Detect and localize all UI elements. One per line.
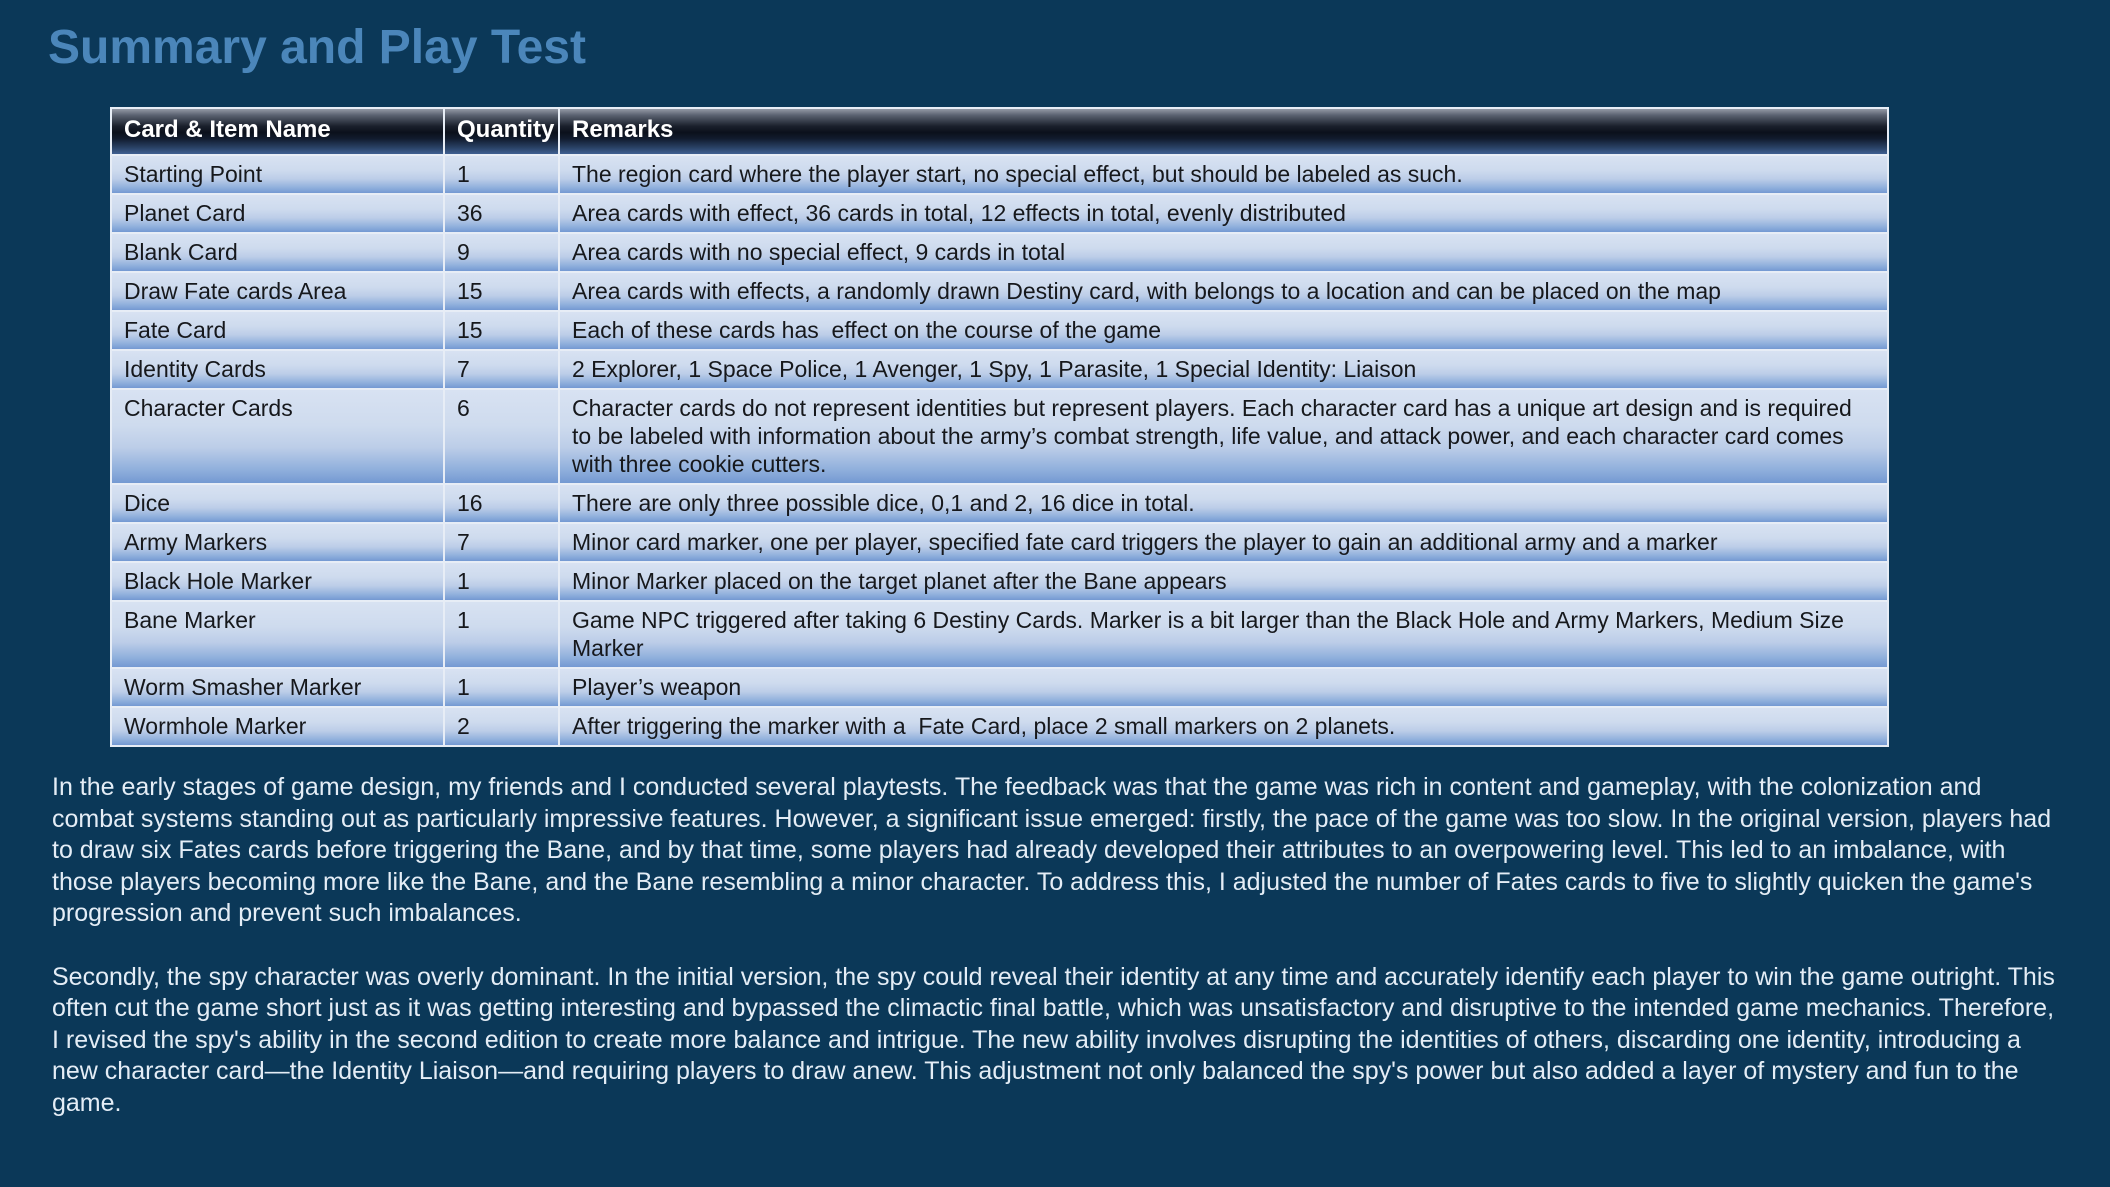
cell-quantity: 7 (444, 523, 559, 562)
cell-remarks: Minor Marker placed on the target planet after the Bane appears (559, 562, 1888, 601)
cell-remarks: Character cards do not represent identities but represent players. Each character card has a unique art design and is required to be labeled with information about the army’s combat strength, life value, and attack power, and each character card comes with three cookie cutters. (559, 389, 1888, 484)
cell-remarks: 2 Explorer, 1 Space Police, 1 Avenger, 1 Spy, 1 Parasite, 1 Special Identity: Liaison (559, 350, 1888, 389)
cell-card-item-name: Character Cards (111, 389, 444, 484)
cell-remarks: The region card where the player start, no special effect, but should be labeled as such. (559, 155, 1888, 194)
cell-quantity: 15 (444, 311, 559, 350)
cell-quantity: 9 (444, 233, 559, 272)
cell-card-item-name: Identity Cards (111, 350, 444, 389)
cell-quantity: 16 (444, 484, 559, 523)
table-row (111, 601, 1888, 668)
cell-card-item-name: Fate Card (111, 311, 444, 350)
cell-card-item-name: Starting Point (111, 155, 444, 194)
cell-remarks: Game NPC triggered after taking 6 Destiny Cards. Marker is a bit larger than the Black Hole and Army Markers, Medium Size Marker (559, 601, 1888, 668)
cell-quantity: 1 (444, 601, 559, 668)
cell-quantity: 36 (444, 194, 559, 233)
column-header-quantity: Quantity (444, 108, 559, 155)
table-row (111, 233, 1888, 272)
cell-quantity: 2 (444, 707, 559, 746)
column-header-remarks: Remarks (559, 108, 1888, 155)
cell-quantity: 1 (444, 562, 559, 601)
cell-remarks: Area cards with no special effect, 9 cards in total (559, 233, 1888, 272)
table-row (111, 311, 1888, 350)
cell-card-item-name: Planet Card (111, 194, 444, 233)
table-row (111, 155, 1888, 194)
cell-card-item-name: Black Hole Marker (111, 562, 444, 601)
cell-quantity: 1 (444, 155, 559, 194)
cell-remarks: Player’s weapon (559, 668, 1888, 707)
playtest-notes (52, 772, 2062, 1151)
cell-card-item-name: Bane Marker (111, 601, 444, 668)
table-row (111, 350, 1888, 389)
cell-quantity: 1 (444, 668, 559, 707)
table-row (111, 194, 1888, 233)
table-header-row (111, 108, 1888, 155)
column-header-card-item-name: Card & Item Name (111, 108, 444, 155)
table-row (111, 523, 1888, 562)
table-row (111, 707, 1888, 746)
cell-card-item-name: Blank Card (111, 233, 444, 272)
cell-card-item-name: Army Markers (111, 523, 444, 562)
cell-remarks: Area cards with effect, 36 cards in total, 12 effects in total, evenly distributed (559, 194, 1888, 233)
cell-remarks: Minor card marker, one per player, specified fate card triggers the player to gain an additional army and a marker (559, 523, 1888, 562)
cell-quantity: 6 (444, 389, 559, 484)
components-summary-table (110, 107, 1889, 747)
cell-card-item-name: Wormhole Marker (111, 707, 444, 746)
page-title: Summary and Play Test (48, 21, 586, 74)
table-row (111, 484, 1888, 523)
table-row (111, 272, 1888, 311)
cell-remarks: There are only three possible dice, 0,1 and 2, 16 dice in total. (559, 484, 1888, 523)
cell-remarks: After triggering the marker with a Fate Card, place 2 small markers on 2 planets. (559, 707, 1888, 746)
cell-card-item-name: Dice (111, 484, 444, 523)
table-row (111, 389, 1888, 484)
cell-remarks: Each of these cards has effect on the course of the game (559, 311, 1888, 350)
table-row (111, 668, 1888, 707)
playtest-paragraph-1: In the early stages of game design, my friends and I conducted several playtests. The feedback was that the game was rich in content and gameplay, with the colonization and combat systems standing out as particularly impressive features. However, a significant issue emerged: firstly, the pace of the game was too slow. In the original version, players had to draw six Fates cards before triggering the Bane, and by that time, some players had already developed their attributes to an overpowering level. This led to an imbalance, with those players becoming more like the Bane, and the Bane resembling a minor character. To address this, I adjusted the number of Fates cards to five to slightly quicken the game's progression and prevent such imbalances. (52, 773, 2052, 927)
cell-card-item-name: Draw Fate cards Area (111, 272, 444, 311)
cell-card-item-name: Worm Smasher Marker (111, 668, 444, 707)
playtest-paragraph-2: Secondly, the spy character was overly dominant. In the initial version, the spy could reveal their identity at any time and accurately identify each player to win the game outright. This often cut the game short just as it was getting interesting and bypassed the climactic final battle, which was unsatisfactory and disruptive to the intended game mechanics. Therefore, I revised the spy's ability in the second edition to create more balance and intrigue. The new ability involves disrupting the identities of others, discarding one identity, introducing a new character card—the Identity Liaison—and requiring players to draw anew. This adjustment not only balanced the spy's power but also added a layer of mystery and fun to the game. (52, 962, 2055, 1117)
cell-quantity: 15 (444, 272, 559, 311)
cell-quantity: 7 (444, 350, 559, 389)
cell-remarks: Area cards with effects, a randomly drawn Destiny card, with belongs to a location and can be placed on the map (559, 272, 1888, 311)
table-row (111, 562, 1888, 601)
